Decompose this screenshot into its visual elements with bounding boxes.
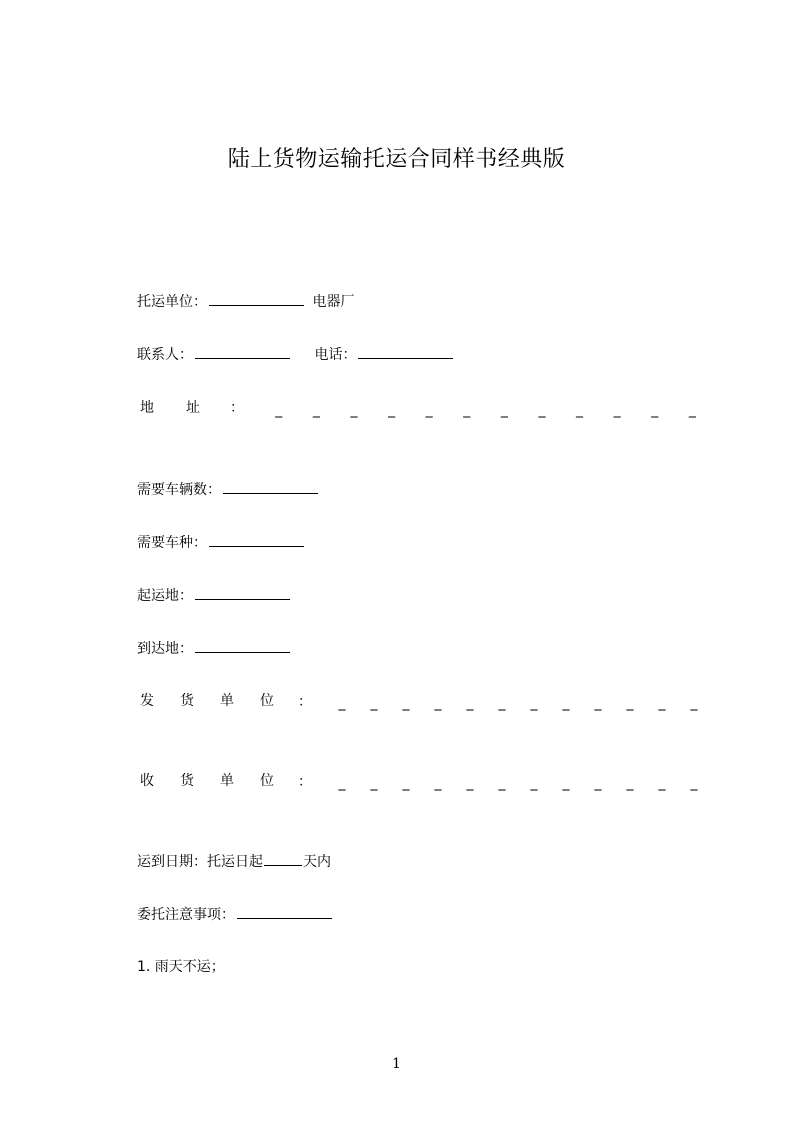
notes-label: 委托注意事项： xyxy=(137,907,235,923)
dash-mark: _ xyxy=(690,695,698,711)
vehicle-type-label: 需要车种： xyxy=(137,535,207,551)
dash-mark: _ xyxy=(434,775,442,791)
dash-mark: _ xyxy=(562,775,570,791)
address-char-1: 地 xyxy=(140,400,154,416)
dash-mark: _ xyxy=(388,402,396,418)
origin-label: 起运地： xyxy=(137,588,193,604)
dash-mark: _ xyxy=(466,695,474,711)
vehicle-count-label: 需要车辆数： xyxy=(137,482,221,498)
dash-mark: _ xyxy=(370,695,378,711)
dash-mark: _ xyxy=(576,402,584,418)
dash-mark: _ xyxy=(370,775,378,791)
dash-mark: _ xyxy=(498,695,506,711)
receiver-blank[interactable] xyxy=(326,773,710,793)
dash-mark: _ xyxy=(626,695,634,711)
sender-char-2: 货 xyxy=(180,693,194,709)
receiver-char-2: 货 xyxy=(180,773,194,789)
delivery-date-line xyxy=(137,851,331,872)
sender-colon: ： xyxy=(298,694,312,710)
dash-mark: _ xyxy=(688,402,696,418)
notes-line xyxy=(137,904,336,925)
origin-line xyxy=(137,585,294,606)
destination-line xyxy=(137,638,294,659)
dash-mark: _ xyxy=(594,775,602,791)
contact-label: 联系人： xyxy=(137,347,193,363)
dash-mark: _ xyxy=(658,695,666,711)
shipper-unit-value: 电器厂 xyxy=(312,294,355,310)
address-blank[interactable] xyxy=(260,400,711,420)
note-item-1: 1. 雨天不运； xyxy=(137,959,225,975)
sender-blank[interactable] xyxy=(326,693,710,713)
delivery-date-suffix: 天内 xyxy=(303,854,331,870)
sender-char-4: 位 xyxy=(260,693,274,709)
receiver-colon: ： xyxy=(298,774,312,790)
dash-mark: _ xyxy=(562,695,570,711)
dash-mark: _ xyxy=(538,402,546,418)
dash-mark: _ xyxy=(498,775,506,791)
dash-mark: _ xyxy=(338,695,346,711)
page-title: 陆上货物运输托运合同样书经典版 xyxy=(227,147,566,172)
dash-mark: _ xyxy=(402,775,410,791)
vehicle-type-blank[interactable] xyxy=(209,532,304,547)
dash-mark: _ xyxy=(350,402,358,418)
dash-mark: _ xyxy=(275,402,283,418)
notes-blank[interactable] xyxy=(237,904,332,919)
delivery-days-blank[interactable] xyxy=(264,851,302,866)
destination-label: 到达地： xyxy=(137,641,193,657)
dash-mark: _ xyxy=(463,402,471,418)
phone-blank[interactable] xyxy=(358,344,453,359)
contact-blank[interactable] xyxy=(195,344,290,359)
dash-mark: _ xyxy=(594,695,602,711)
contact-line xyxy=(137,344,457,365)
dash-mark: _ xyxy=(434,695,442,711)
origin-blank[interactable] xyxy=(195,585,290,600)
sender-char-3: 单 xyxy=(220,693,234,709)
shipper-unit-label: 托运单位： xyxy=(137,294,207,310)
sender-char-1: 发 xyxy=(140,693,154,709)
dash-mark: _ xyxy=(530,695,538,711)
dash-mark: _ xyxy=(626,775,634,791)
dash-mark: _ xyxy=(651,402,659,418)
dash-mark: _ xyxy=(425,402,433,418)
dash-mark: _ xyxy=(530,775,538,791)
vehicle-type-line xyxy=(137,532,308,553)
destination-blank[interactable] xyxy=(195,638,290,653)
phone-label: 电话： xyxy=(314,347,357,363)
page-number: 1 xyxy=(392,1056,401,1072)
dash-mark: _ xyxy=(338,775,346,791)
vehicle-count-blank[interactable] xyxy=(223,479,318,494)
address-char-2: 址 xyxy=(186,400,200,416)
dash-mark: _ xyxy=(312,402,320,418)
dash-mark: _ xyxy=(613,402,621,418)
receiver-char-3: 单 xyxy=(220,773,234,789)
dash-mark: _ xyxy=(500,402,508,418)
vehicle-count-line xyxy=(137,479,322,500)
shipper-unit-blank[interactable] xyxy=(209,291,304,306)
dash-mark: _ xyxy=(402,695,410,711)
dash-mark: _ xyxy=(690,775,698,791)
dash-mark: _ xyxy=(466,775,474,791)
address-colon: ： xyxy=(230,400,244,416)
receiver-char-1: 收 xyxy=(140,773,154,789)
delivery-date-label: 运到日期：托运日起 xyxy=(137,854,263,870)
receiver-char-4: 位 xyxy=(260,773,274,789)
dash-mark: _ xyxy=(658,775,666,791)
shipper-unit-line xyxy=(137,291,354,312)
